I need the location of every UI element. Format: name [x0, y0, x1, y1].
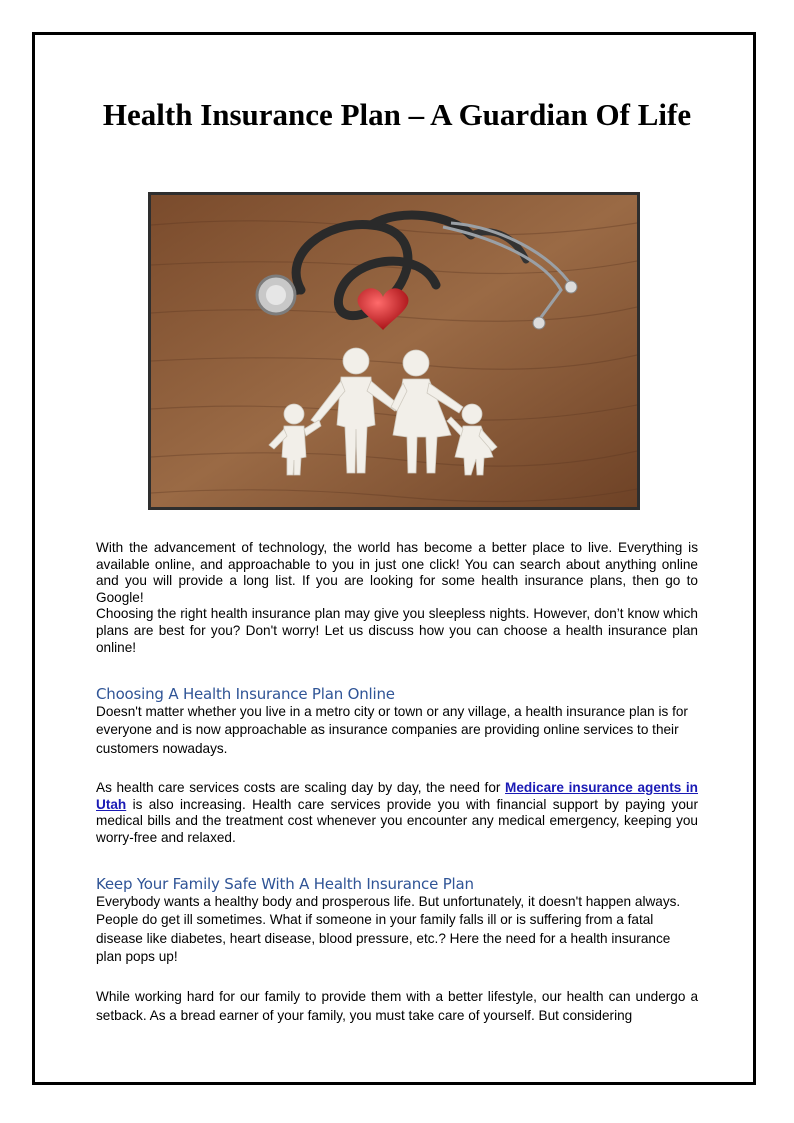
intro-block: [96, 540, 698, 656]
paragraph-text: As health care services costs are scaling day by day, the need for: [96, 780, 506, 795]
section-choosing: [96, 686, 698, 758]
stethoscope-family-photo: [151, 195, 637, 507]
intro-paragraph-2: Choosing the right health insurance plan may give you sleepless nights. However, don’t know which plans are best for you? Don't worry! Let us discuss how you can choose a health insurance plan online!: [96, 606, 698, 655]
medicare-agents-link[interactable]: Medicare insurance agents in Utah: [96, 780, 698, 812]
section-heading-choosing: Choosing A Health Insurance Plan Online: [96, 685, 395, 703]
section-family: [96, 876, 698, 967]
intro-paragraph-1: With the advancement of technology, the world has become a better place to live. Everything is available online, and approachable to you in just one click! You can search about anything online and you will provide a long list. If you are looking for some health insurance plans, then go to Google!: [96, 540, 698, 605]
section-heading-family: Keep Your Family Safe With A Health Insurance Plan: [96, 875, 474, 893]
section-choosing-paragraph-2: [96, 780, 698, 846]
section-paragraph: Everybody wants a healthy body and prosperous life. But unfortunately, it doesn't happen always. People do get ill sometimes. What if someone in your family falls ill or is suffering from a fatal disease like diabetes, heart disease, blood pressure, etc.? Here the need for a health insurance plan pops up!: [96, 893, 681, 965]
section-family-paragraph-2: [96, 988, 698, 1025]
page-title: Health Insurance Plan – A Guardian Of Life: [102, 97, 692, 132]
paragraph-text: is also increasing. Health care services provide you with financial support by paying your medical bills and the treatment cost whenever you encounter any medical emergency, keeping you worry-free and relaxed.: [96, 796, 698, 845]
wood-background: [151, 195, 637, 507]
hero-image: [148, 192, 640, 510]
section-paragraph: Doesn't matter whether you live in a metro city or town or any village, a health insurance plan is for everyone and is now approachable as insurance companies are providing online services to their customers nowadays.: [96, 703, 688, 756]
section-paragraph: [96, 780, 698, 846]
section-paragraph: While working hard for our family to provide them with a better lifestyle, our health can undergo a setback. As a bread earner of your family, you must take care of yourself. But considering: [96, 989, 698, 1023]
